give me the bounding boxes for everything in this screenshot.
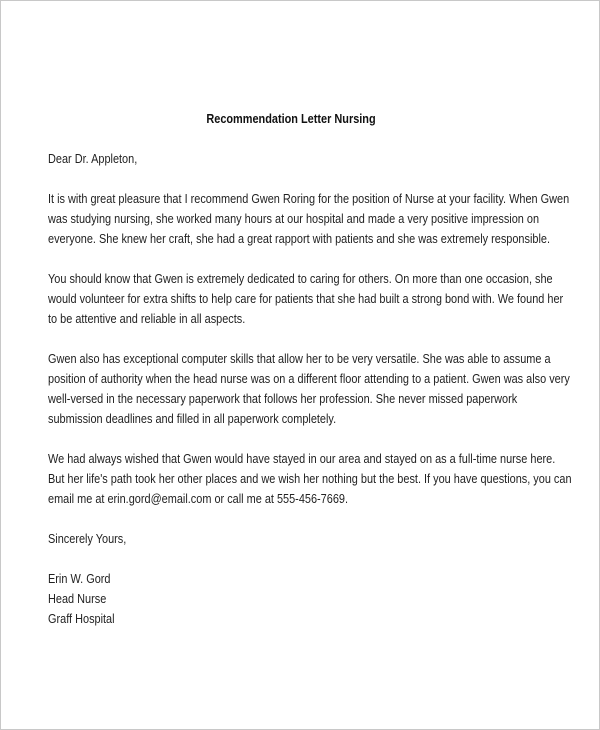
signature-block (48, 569, 600, 629)
signer-name: Erin W. Gord (48, 571, 111, 586)
text-line: position of authority when the head nurse was on a different floor attending to a patient. Gwen was also very (48, 371, 570, 386)
text-line: email me at erin.gord@email.com or call me at 555-456-7669. (48, 491, 348, 506)
text-line: would volunteer for extra shifts to help care for patients that she had built a strong bond with. We found her (48, 291, 564, 306)
text-line: Gwen also has exceptional computer skills that allow her to be very versatile. She was able to assume a (48, 351, 551, 366)
text-line: everyone. She knew her craft, she had a great rapport with patients and she was extremely responsible. (48, 231, 550, 246)
text-line: But her life's path took her other places and we wish her nothing but the best. If you have questions, you can (48, 471, 572, 486)
text-line: It is with great pleasure that I recommend Gwen Roring for the position of Nurse at your facility. When Gwen (48, 191, 570, 206)
paragraph-2 (48, 269, 600, 329)
letter-title: Recommendation Letter Nursing (206, 111, 376, 126)
signer-title: Head Nurse (48, 591, 107, 606)
paragraph-1 (48, 189, 600, 249)
text-line: well-versed in the necessary paperwork that follows her profession. She never missed paperwork (48, 391, 518, 406)
text-line: You should know that Gwen is extremely dedicated to caring for others. On more than one occasion, she (48, 271, 553, 286)
paragraph-3 (48, 349, 600, 429)
paragraph-4 (48, 449, 600, 509)
closing: Sincerely Yours, (48, 531, 127, 546)
letter-body (48, 109, 600, 629)
text-line: We had always wished that Gwen would have stayed in our area and stayed on as a full-time nurse here. (48, 451, 556, 466)
text-line: to be attentive and reliable in all aspects. (48, 311, 246, 326)
text-line: submission deadlines and filled in all paperwork completely. (48, 411, 337, 426)
salutation: Dear Dr. Appleton, (48, 151, 138, 166)
signer-organization: Graff Hospital (48, 611, 115, 626)
text-line: was studying nursing, she worked many hours at our hospital and made a very positive impression on (48, 211, 540, 226)
